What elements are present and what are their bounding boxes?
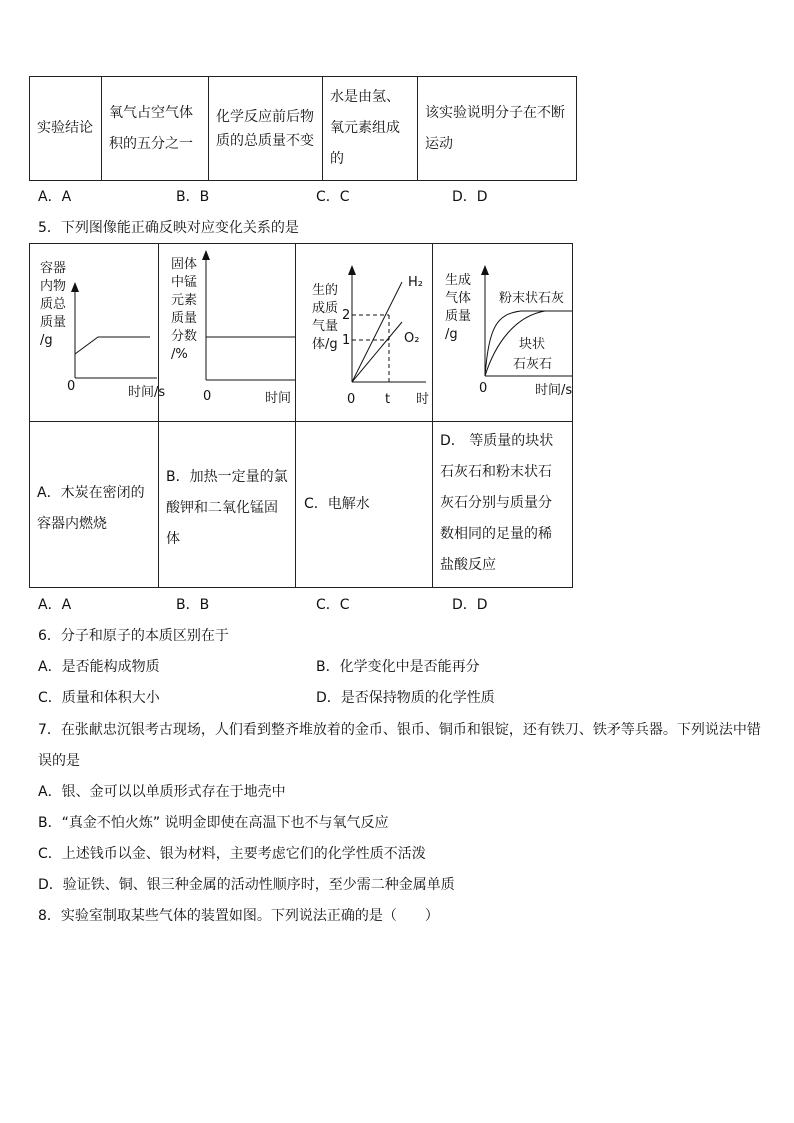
graph-a-origin: 0 xyxy=(67,379,76,394)
ylabel-line: 生成 xyxy=(445,273,472,288)
ylabel-line: 成质 xyxy=(312,301,339,316)
series-label-block: 块状 xyxy=(519,337,546,352)
graph-c xyxy=(296,244,432,420)
q4-option-a[interactable]: A．A xyxy=(38,189,72,205)
graph-d-xlabel: 时间/s xyxy=(535,383,573,398)
q7-option-a[interactable]: A．银、金可以以单质形式存在于地壳中 xyxy=(38,784,286,800)
ylabel-line: /% xyxy=(171,347,188,362)
q6-stem: 6．分子和原子的本质区别在于 xyxy=(38,628,229,644)
q7-stem: 7．在张献忠沉银考古现场，人们看到整齐堆放着的金币、银币、铜币和银锭，还有铁刀、铁矛等兵器。下列说法中错 xyxy=(38,722,761,738)
q5-option-c[interactable]: C．C xyxy=(316,597,350,613)
caption-b: B．加热一定量的氯酸钾和二氧化锰固体 xyxy=(166,469,288,547)
graph-d-origin: 0 xyxy=(479,381,488,396)
ylabel-line: 体/g xyxy=(312,337,338,352)
table-cell: 氧气占空气体积的五分之一 xyxy=(102,77,209,181)
q6-option-a[interactable]: A．是否能构成物质 xyxy=(38,659,160,675)
ylabel-line: 容器 xyxy=(40,261,67,276)
q7-option-d[interactable]: D．验证铁、铜、银三种金属的活动性顺序时，至少需二种金属单质 xyxy=(38,877,455,893)
graph-d-ylabel xyxy=(445,272,471,342)
graph-a-xlabel: 时间/s xyxy=(128,385,166,400)
ylabel-line: 元素 xyxy=(171,293,198,308)
graph-d xyxy=(433,244,572,420)
conclusion-table xyxy=(29,76,577,181)
ylabel-line: 中锰 xyxy=(171,275,198,290)
caption-d: D． 等质量的块状石灰石和粉末状石灰石分别与质量分数相同的足量的稀盐酸反应 xyxy=(440,433,554,573)
q7-stem-cont: 误的是 xyxy=(38,753,80,769)
caption-a: A．木炭在密闭的容器内燃烧 xyxy=(37,485,145,532)
ylabel-line: 质量 xyxy=(445,309,472,324)
q7-option-b[interactable]: B．“真金不怕火炼” 说明金即使在高温下也不与氧气反应 xyxy=(38,815,389,831)
graph-c-xlabel: 时 xyxy=(416,392,430,407)
graph-b xyxy=(159,244,295,420)
ylabel-line: 气量 xyxy=(312,319,339,334)
table-cell: 该实验说明分子在不断运动 xyxy=(418,77,577,181)
tick-label-2: 2 xyxy=(342,308,351,323)
q6-option-c[interactable]: C．质量和体积大小 xyxy=(38,690,160,706)
graph-a-ylabel xyxy=(40,261,67,348)
ylabel-line: 固体 xyxy=(171,257,198,272)
q5-option-d[interactable]: D．D xyxy=(452,597,488,613)
ylabel-line: 质量 xyxy=(40,315,67,330)
series-label-o2: O₂ xyxy=(404,331,420,346)
ylabel-line: 气体 xyxy=(445,291,472,306)
graph-b-origin: 0 xyxy=(203,389,212,404)
q6-option-d[interactable]: D．是否保持物质的化学性质 xyxy=(316,690,495,706)
series-label-h2: H₂ xyxy=(408,275,423,290)
q4-option-b[interactable]: B．B xyxy=(176,189,210,205)
q8-stem: 8．实验室制取某些气体的装置如图。下列说法正确的是（ ） xyxy=(38,908,439,924)
graph-b-xlabel: 时间 xyxy=(265,391,292,406)
ylabel-line: 分数 xyxy=(171,329,198,344)
q5-option-a[interactable]: A．A xyxy=(38,597,72,613)
ylabel-line: /g xyxy=(40,333,53,348)
graph-b-ylabel xyxy=(171,256,197,362)
graph-c-origin: 0 xyxy=(347,392,356,407)
table-cell: 实验结论 xyxy=(30,77,102,181)
caption-c: C．电解水 xyxy=(304,496,370,512)
series-label-powder: 粉末状石灰 xyxy=(499,291,565,306)
q4-option-d[interactable]: D．D xyxy=(452,189,488,205)
ylabel-line: 生的 xyxy=(312,283,339,298)
q7-option-c[interactable]: C．上述钱币以金、银为材料，主要考虑它们的化学性质不活泼 xyxy=(38,846,426,862)
ylabel-line: /g xyxy=(445,327,458,342)
ylabel-line: 质量 xyxy=(171,311,198,326)
series-label-block: 石灰石 xyxy=(513,357,553,372)
q5-stem: 5．下列图像能正确反映对应变化关系的是 xyxy=(38,220,299,236)
q6-option-b[interactable]: B．化学变化中是否能再分 xyxy=(316,659,480,675)
q4-option-c[interactable]: C．C xyxy=(316,189,350,205)
tick-label-t: t xyxy=(385,392,391,407)
tick-label-1: 1 xyxy=(342,333,351,348)
q5-option-b[interactable]: B．B xyxy=(176,597,210,613)
table-cell: 水是由氢、氧元素组成的 xyxy=(323,77,418,181)
graph-c-ylabel xyxy=(312,282,338,352)
graph-a xyxy=(30,244,166,420)
ylabel-line: 质总 xyxy=(40,297,67,312)
ylabel-line: 内物 xyxy=(40,279,67,294)
table-cell: 化学反应前后物质的总质量不变 xyxy=(209,77,323,181)
